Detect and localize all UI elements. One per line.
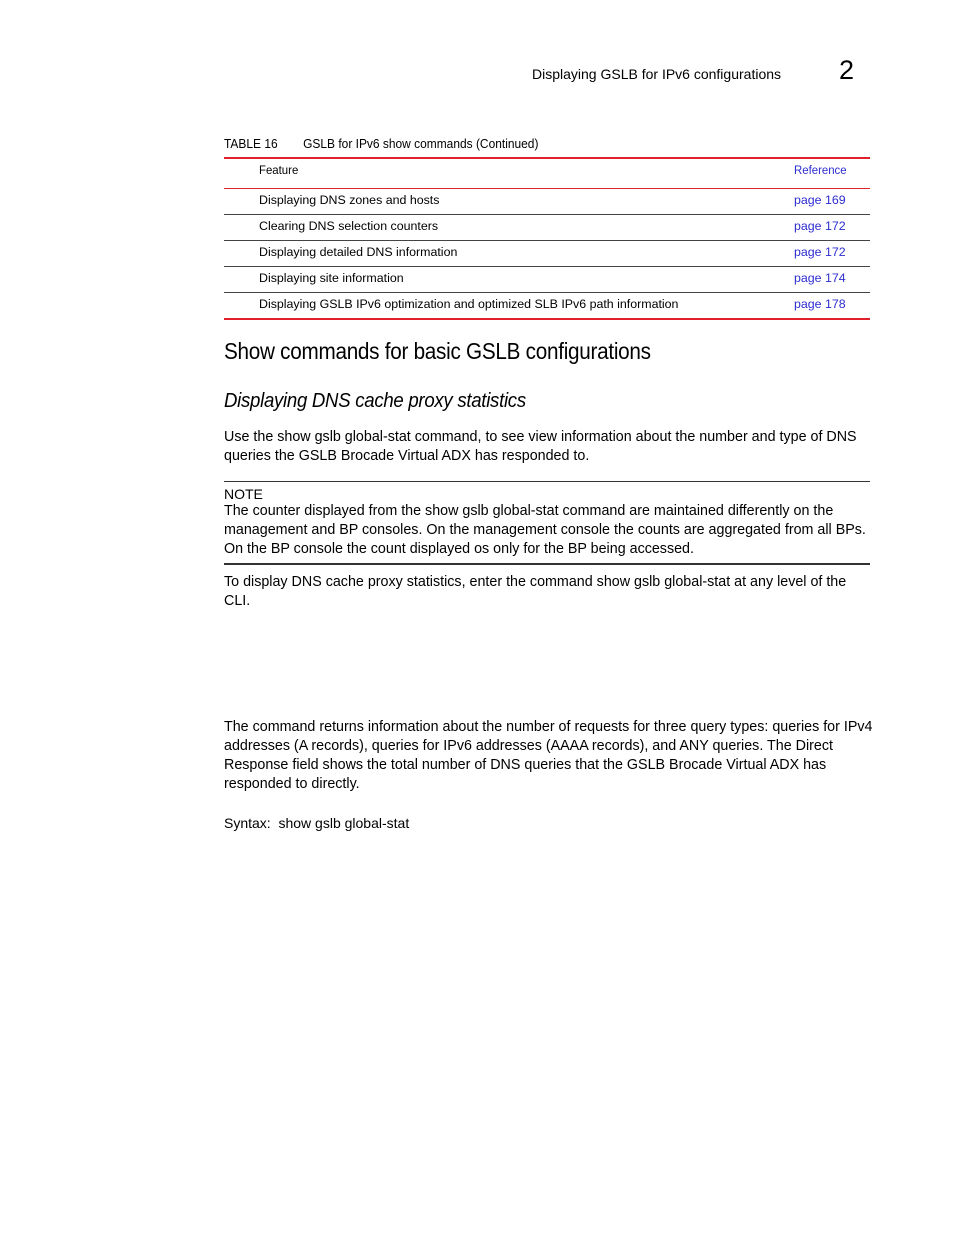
returns-paragraph: The command returns information about the number of requests for three query types: queries for IPv4 addresses (A records), queries for IPv6 addresses (AAAA records), and ANY queries. The Direct Response field shows the total number of DNS queries that the GSLB Brocade Virtual ADX has responded to directly. [224, 719, 873, 792]
running-title: Displaying GSLB for IPv6 configurations [532, 66, 782, 82]
table-header-row [224, 159, 870, 188]
syntax-command: show gslb global-stat [278, 815, 410, 831]
reference-link[interactable]: page 169 [794, 193, 846, 207]
note-text: The counter displayed from the show gslb global-stat command are maintained differently on the management and BP consoles. On the management console the counts are aggregated from all BPs. On the BP console the count displayed os only for the BP being accessed. [224, 503, 866, 557]
note-bottom-rule [224, 563, 870, 565]
intro-paragraph [224, 428, 874, 466]
table-title: GSLB for IPv6 show commands (Continued) [303, 136, 539, 151]
table-row [224, 241, 870, 266]
reference-link[interactable]: page 172 [794, 245, 846, 259]
display-paragraph: To display DNS cache proxy statistics, enter the command show gslb global-stat at any level of the CLI. [224, 574, 847, 609]
note-label: NOTE [224, 486, 263, 502]
chapter-number: 2 [839, 55, 855, 85]
column-header-feature: Feature [259, 163, 299, 177]
syntax-label: Syntax: [224, 815, 271, 831]
intro-before: Use the [224, 429, 278, 445]
subsection-heading: Displaying DNS cache proxy statistics [224, 390, 526, 412]
intro-command: show gslb global-stat [277, 429, 411, 445]
table-number: TABLE 16 [224, 136, 278, 151]
table-row [224, 293, 870, 318]
feature-cell: Displaying detailed DNS information [259, 245, 458, 259]
table-caption [224, 136, 538, 151]
table-row [224, 215, 870, 240]
syntax-line [224, 815, 409, 831]
feature-reference-table [224, 157, 870, 320]
table-row [224, 189, 870, 214]
intro-after: command, to see view information about the number and type of DNS queries the GSLB Brocade Virtual ADX has responded to. [224, 429, 857, 464]
reference-link[interactable]: page 174 [794, 271, 846, 285]
table-row [224, 267, 870, 292]
section-heading: Show commands for basic GSLB configurations [224, 338, 651, 364]
reference-link[interactable]: page 178 [794, 297, 846, 311]
column-header-reference: Reference [794, 163, 847, 177]
feature-cell: Displaying site information [259, 271, 404, 285]
feature-cell: Displaying DNS zones and hosts [259, 193, 440, 207]
table-bottom-rule [224, 318, 870, 320]
reference-link[interactable]: page 172 [794, 219, 846, 233]
note-top-rule [224, 481, 870, 482]
feature-cell: Displaying GSLB IPv6 optimization and optimized SLB IPv6 path information [259, 297, 679, 311]
feature-cell: Clearing DNS selection counters [259, 219, 439, 233]
